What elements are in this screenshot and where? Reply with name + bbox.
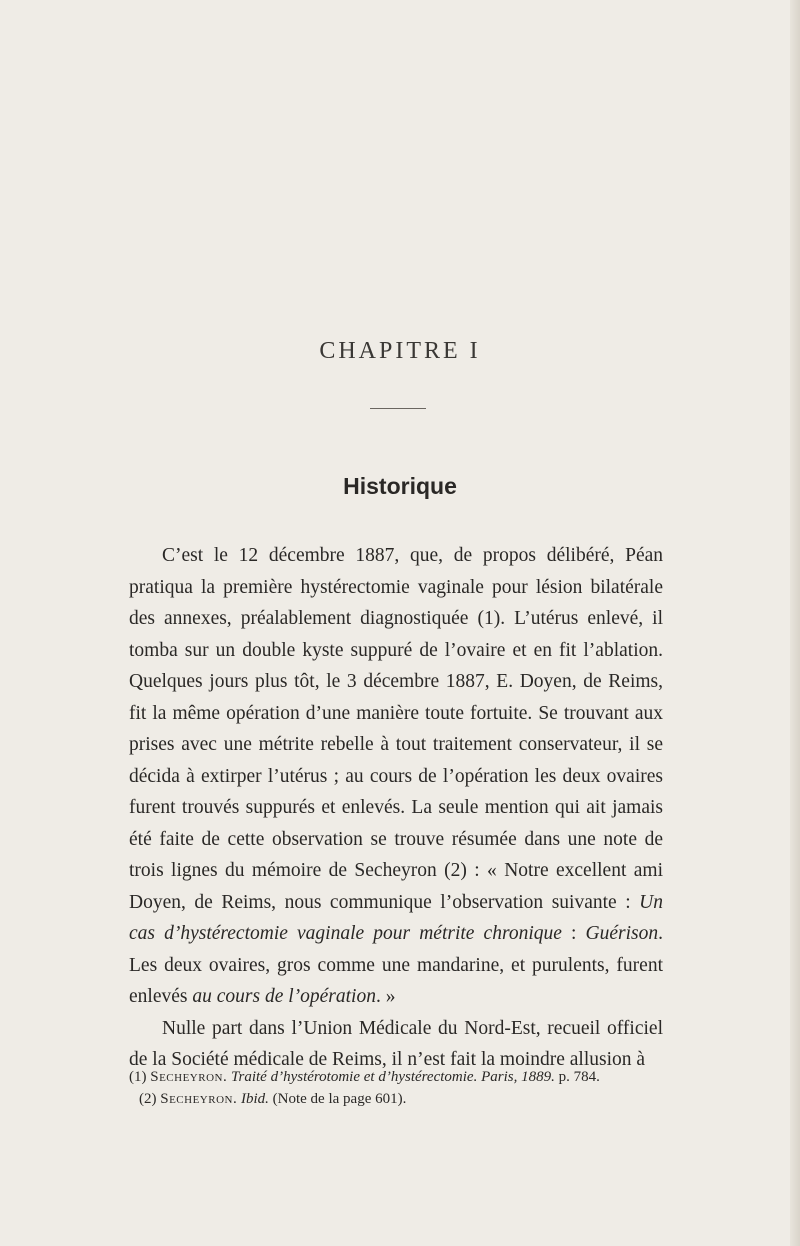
footnote-note: (Note de la page 601). bbox=[272, 1091, 407, 1107]
footnote-2 bbox=[129, 1089, 663, 1109]
paragraph-1 bbox=[129, 540, 663, 1013]
paragraph-1-text: . Les deux ovaires, gros comme une mandarine, et purulents, furent enlevés bbox=[129, 923, 663, 1007]
footnote-author: Secheyron. bbox=[150, 1069, 228, 1085]
footnote-marker: (2) bbox=[139, 1091, 157, 1107]
footnote-author: Secheyron. bbox=[160, 1091, 238, 1107]
paragraph-1-text: : bbox=[561, 923, 586, 944]
footnote-work: Traité d’hystérotomie et d’hystérectomie. Paris, 1889. bbox=[230, 1069, 555, 1085]
footnote-marker: (1) bbox=[129, 1069, 147, 1085]
paragraph-1-text: C’est le 12 décembre 1887, que, de propos délibéré, Péan pratiqua la première hystérectomie vaginale pour lésion bilatérale des annexes, préalablement diagnostiquée (1). L’utérus enlevé, il tomba sur un double kyste suppuré de l’ovaire et en fit l’ablation. Quelques jours plus tôt, le 3 décembre 1887, E. Doyen, de Reims, fit la même opération d’une manière toute fortuite. Se trouvant aux prises avec une métrite rebelle à tout traitement conservateur, il se décida à extirper l’utérus ; au cours de l’opération les deux ovaires furent trouvés suppurés et enlevés. La seule mention qui ait jamais été faite de cette observation se trouve résumée dans une note de trois lignes du mémoire de Secheyron (2) : « Notre excellent ami Doyen, de Reims, nous communique l’observation suivante : bbox=[129, 545, 663, 913]
paragraph-1-italic-result: Guérison bbox=[585, 923, 659, 944]
chapter-heading: CHAPITRE I bbox=[319, 338, 481, 364]
paragraph-1-italic-phrase: au cours de l’opération bbox=[192, 986, 376, 1007]
paragraph-2: Nulle part dans l’Union Médicale du Nord-Est, recueil officiel de la Société médicale de Reims, il n’est fait la moindre allusion à bbox=[129, 1017, 663, 1070]
paragraph-1-text: . » bbox=[375, 986, 396, 1007]
footnote-work: Ibid. bbox=[240, 1091, 269, 1107]
paragraph-1-italic-title: Un cas d’hystérectomie vaginale pour métrite chronique bbox=[129, 891, 663, 944]
footnote-page: p. 784. bbox=[558, 1069, 600, 1085]
footnotes bbox=[129, 1067, 663, 1111]
footnote-1 bbox=[129, 1067, 663, 1087]
page-edge bbox=[790, 0, 800, 1246]
body-text bbox=[129, 540, 663, 1076]
section-divider bbox=[370, 408, 426, 409]
section-title: Historique bbox=[343, 473, 457, 499]
